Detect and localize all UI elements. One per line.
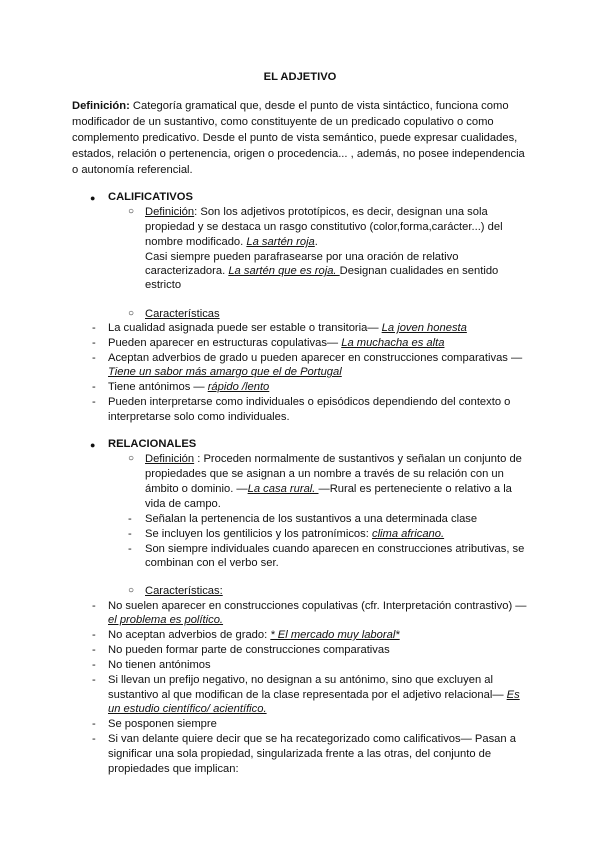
example-text: * El mercado muy laboral*	[270, 629, 400, 641]
dash-icon: -	[92, 674, 96, 686]
example-text: un estudio científico/ acientífico.	[108, 703, 267, 715]
list-item: combinan con el verbo ser.	[145, 557, 279, 569]
example-text: Tiene un sabor más amargo que el de Portugal	[108, 366, 342, 378]
list-item: No suelen aparecer en construcciones copulativas (cfr. Interpretación contrastivo) —	[108, 600, 527, 612]
dash-icon: -	[92, 629, 96, 641]
example-text: el problema es político.	[108, 614, 224, 626]
example-text: La casa rural.	[247, 483, 319, 495]
intro-line: o autonomía referencial.	[72, 164, 193, 176]
characteristics-label: Características:	[145, 585, 223, 597]
definition-line	[145, 265, 498, 278]
list-item: Si llevan un prefijo negativo, no designan a su antónimo, sino que excluyen al	[108, 674, 493, 686]
definition-text: —Rural es perteneciente o relativo a la	[318, 483, 512, 495]
definition-line: propiedad y se destaca un rasgo constitutivo (color,forma,carácter...) del	[145, 221, 503, 233]
intro-line: estados, relación o pertenencia, origen o procedencia... , además, no posee independencia	[72, 148, 525, 160]
definition-line: estricto	[145, 279, 182, 291]
bullet-icon: ●	[90, 440, 96, 450]
definition-text: Designan cualidades en sentido	[339, 265, 499, 277]
dash-icon: -	[128, 543, 132, 555]
example-text: La sartén roja	[246, 236, 315, 248]
list-item: interpretarse solo como individuales.	[108, 411, 290, 423]
list-item: Aceptan adverbios de grado u pueden aparecer en construcciones comparativas —	[108, 352, 523, 364]
definition-text: : Son los adjetivos prototípicos, es decir, designan una sola	[194, 206, 488, 218]
intro-line: modificador de un sustantivo, como constituyente de un predicado copulativo o como	[72, 116, 494, 128]
definition-text: .	[314, 236, 318, 248]
definition-text: ámbito o dominio. —	[145, 483, 248, 495]
list-item: Señalan la pertenencia de los sustantivos a una determinada clase	[145, 513, 478, 525]
definition-label: Definición	[145, 453, 195, 465]
section-heading-relacionales: RELACIONALES	[108, 438, 197, 450]
definition-line: Casi siempre pueden parafrasearse por una oración de relativo	[145, 251, 459, 263]
intro-text: Categoría gramatical que, desde el punto de vista sintáctico, funciona como	[129, 100, 509, 112]
list-item	[108, 381, 269, 394]
definition-line	[145, 206, 488, 219]
list-item	[108, 689, 520, 702]
dash-icon: -	[92, 337, 96, 349]
section-heading-calificativos: CALIFICATIVOS	[108, 191, 193, 203]
dash-icon: -	[92, 352, 96, 364]
definition-text: caracterizadora.	[145, 265, 229, 277]
bullet-icon: ●	[90, 193, 96, 203]
list-item	[108, 337, 444, 350]
dash-icon: -	[128, 528, 132, 540]
list-item: Se posponen siempre	[108, 718, 217, 730]
dash-icon: -	[92, 600, 96, 612]
definition-text: nombre modificado.	[145, 236, 247, 248]
definition-label: Definición	[145, 206, 195, 218]
definition-text: : Proceden normalmente de sustantivos y señalan un conjunto de	[194, 453, 522, 465]
definition-line	[145, 483, 512, 496]
definition-line	[145, 453, 522, 466]
example-text: La muchacha es alta	[341, 337, 445, 349]
dash-icon: -	[92, 733, 96, 745]
intro-line	[72, 100, 509, 113]
example-text: Es	[506, 689, 520, 701]
list-item-text: Tiene antónimos —	[108, 381, 208, 393]
example-text: rápido /lento	[207, 381, 270, 393]
example-text: La sartén que es roja.	[228, 265, 340, 277]
list-item: Son siempre individuales cuando aparecen en construcciones atributivas, se	[145, 543, 525, 555]
list-item-text: Se incluyen los gentilicios y los patronímicos:	[145, 528, 372, 540]
dash-icon: -	[128, 513, 132, 525]
list-item-text: sustantivo al que modifican de la clase representada por el adjetivo relacional—	[108, 689, 507, 701]
dash-icon: -	[92, 644, 96, 656]
dash-icon: -	[92, 396, 96, 408]
circle-bullet-icon: ○	[128, 585, 135, 596]
intro-line: complemento predicativo. Desde el punto de vista semántico, puede expresar cualidades,	[72, 132, 518, 144]
example-text: La joven honesta	[381, 322, 467, 334]
definition-line: propiedades que se asignan a un nombre a través de su relación con un	[145, 468, 504, 480]
list-item	[108, 322, 467, 335]
definition-line	[145, 236, 318, 249]
page-title: EL ADJETIVO	[263, 71, 337, 83]
circle-bullet-icon: ○	[128, 206, 135, 217]
dash-icon: -	[92, 718, 96, 730]
dash-icon: -	[92, 381, 96, 393]
characteristics-label: Características	[145, 308, 220, 320]
list-item-text: La cualidad asignada puede ser estable o transitoria—	[108, 322, 382, 334]
list-item: Si van delante quiere decir que se ha recategorizado como calificativos— Pasan a	[108, 733, 516, 745]
intro-label: Definición:	[72, 100, 130, 112]
definition-line: vida de campo.	[145, 498, 221, 510]
list-item: significar una sola propiedad, singularizada frente a las otras, del conjunto de	[108, 748, 492, 760]
list-item	[145, 528, 444, 541]
dash-icon: -	[92, 322, 96, 334]
list-item: No pueden formar parte de construcciones comparativas	[108, 644, 390, 656]
list-item-text: No aceptan adverbios de grado:	[108, 629, 271, 641]
circle-bullet-icon: ○	[128, 308, 135, 319]
dash-icon: -	[92, 659, 96, 671]
list-item: Pueden interpretarse como individuales o episódicos dependiendo del contexto o	[108, 396, 511, 408]
list-item	[108, 629, 400, 642]
list-item: propiedades que implican:	[108, 763, 239, 775]
example-text: clima africano.	[371, 528, 445, 540]
list-item-text: Pueden aparecer en estructuras copulativas—	[108, 337, 342, 349]
list-item: No tienen antónimos	[108, 659, 211, 671]
circle-bullet-icon: ○	[128, 453, 135, 464]
